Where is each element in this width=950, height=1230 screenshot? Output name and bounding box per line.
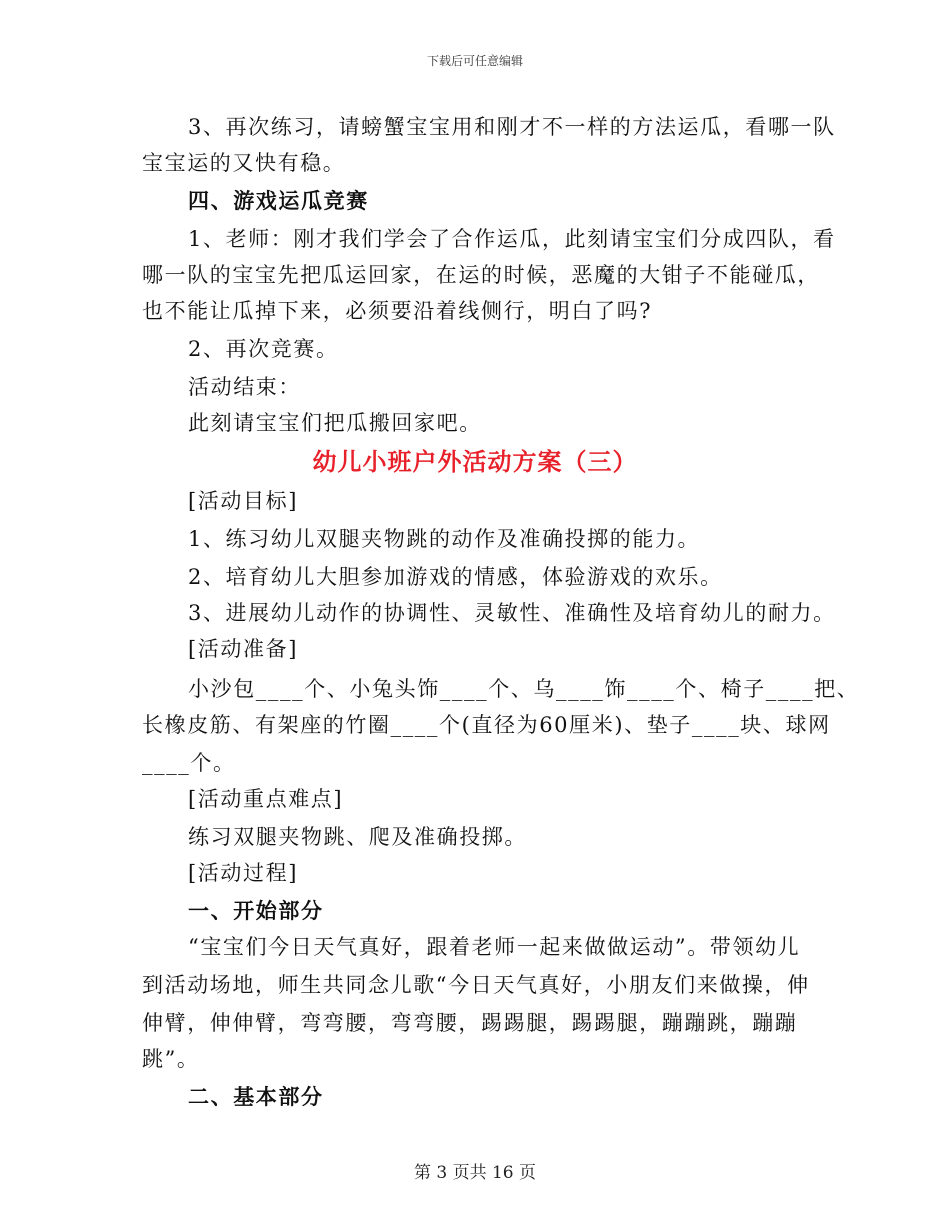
paragraph-line: 2、再次竞赛。	[188, 337, 339, 361]
paragraph-line: 到活动场地，师生共同念儿歌“今日天气真好，小朋友们来做操，伸	[142, 973, 810, 997]
document-title: 幼儿小班户外活动方案（三）	[312, 447, 638, 476]
paragraph-line: “宝宝们今日天气真好，跟着老师一起来做做运动”。带领幼儿	[188, 935, 801, 959]
paragraph-line: 长橡皮筋、有架座的竹圈____个(直径为60厘米)、垫子____块、球网	[142, 713, 831, 737]
section-label: [活动准备]	[188, 637, 298, 661]
section-heading: 四、游戏运瓜竞赛	[188, 188, 369, 213]
section-heading: 二、基本部分	[188, 1084, 324, 1109]
paragraph-line: 哪一队的宝宝先把瓜运回家，在运的时候，恶魔的大钳子不能碰瓜，	[142, 263, 820, 287]
paragraph-line: ____个。	[142, 751, 236, 775]
paragraph-line: 也不能让瓜掉下来，必须要沿着线侧行，明白了吗?	[142, 299, 653, 323]
paragraph-line: 3、进展幼儿动作的协调性、灵敏性、准确性及培育幼儿的耐力。	[188, 601, 836, 625]
paragraph-line: 宝宝运的又快有稳。	[142, 151, 346, 175]
paragraph-line: 伸臂，伸伸臂，弯弯腰，弯弯腰，踢踢腿，踢踢腿，蹦蹦跳，蹦蹦	[142, 1011, 798, 1035]
paragraph-line: 3、再次练习，请螃蟹宝宝用和刚才不一样的方法运瓜，看哪一队	[188, 115, 836, 139]
page-header: 下载后可任意编辑	[426, 54, 523, 68]
paragraph-line: 此刻请宝宝们把瓜搬回家吧。	[188, 411, 482, 435]
section-heading: 一、开始部分	[188, 898, 324, 923]
paragraph-line: 跳”。	[142, 1047, 200, 1071]
section-label: [活动过程]	[188, 861, 298, 885]
page-footer: 第 3 页共 16 页	[413, 1163, 537, 1183]
paragraph-line: 1、练习幼儿双腿夹物跳的动作及准确投掷的能力。	[188, 527, 701, 551]
section-label: [活动目标]	[188, 489, 298, 513]
section-label: [活动重点难点]	[188, 787, 344, 811]
paragraph-line: 2、培育幼儿大胆参加游戏的情感，体验游戏的欢乐。	[188, 565, 723, 589]
paragraph-line: 1、老师：刚才我们学会了合作运瓜，此刻请宝宝们分成四队，看	[188, 227, 836, 251]
paragraph-line: 小沙包____个、小兔头饰____个、乌____饰____个、椅子____把、	[188, 677, 860, 701]
paragraph-line: 练习双腿夹物跳、爬及准确投掷。	[188, 825, 527, 849]
paragraph-line: 活动结束：	[188, 375, 301, 399]
